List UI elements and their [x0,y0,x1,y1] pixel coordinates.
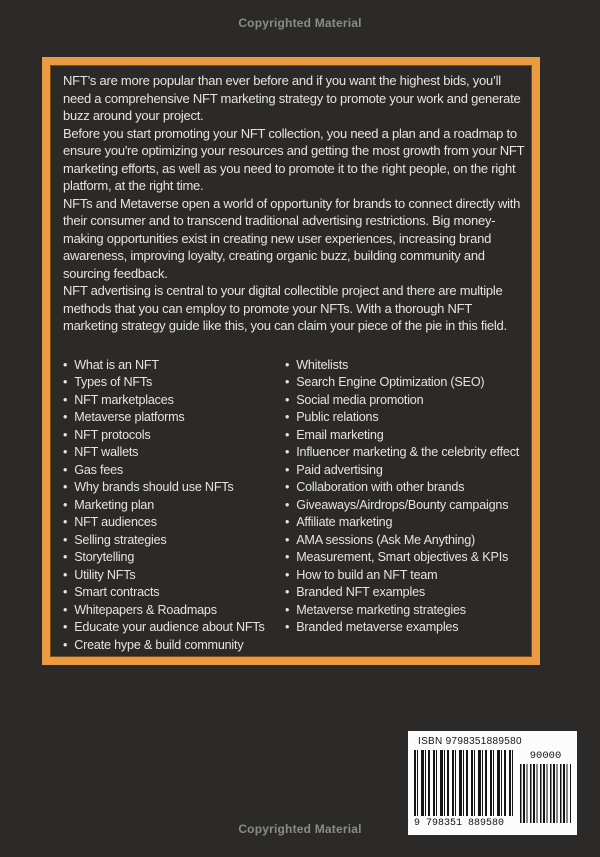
topic-item: • NFT wallets [63,444,285,462]
topic-item: • Educate your audience about NFTs [63,619,285,637]
topic-item: • Smart contracts [63,584,285,602]
topic-item: • NFT protocols [63,427,285,445]
topic-item: • Paid advertising [285,462,526,480]
blurb-paragraph: NFT’s are more popular than ever before and if you want the highest bids, you’ll need a comprehensive NFT marketing strategy to promote your work and generate buzz around your project. [63,73,521,123]
blurb-paragraph: Before you start promoting your NFT collection, you need a plan and a roadmap to ensure you're optimizing your resources and getting the most growth from your NFT marketing efforts, as well as you need to promote it to the right people, on the right platform, at the right time. [63,125,525,193]
topic-item: • Whitelists [285,357,526,375]
supplemental-barcode-block [520,750,571,829]
back-cover-panel [42,57,540,665]
copyright-top-label: Copyrighted Material [238,16,362,30]
barcode-box [408,731,577,835]
topic-item: • NFT marketplaces [63,392,285,410]
topic-item: • Metaverse marketing strategies [285,602,526,620]
blurb-paragraph: NFT advertising is central to your digital collectible project and there are multiple methods that you can employ to promote your NFTs. With a thorough NFT marketing strategy guide like this, you can claim your piece of the pie in this field. [63,283,507,333]
topic-item: • What is an NFT [63,357,285,375]
topic-item: • Social media promotion [285,392,526,410]
ean-barcode-icon [414,750,513,816]
topic-item: • Measurement, Smart objectives & KPIs [285,549,526,567]
topic-item: • Affiliate marketing [285,514,526,532]
topic-item: • Search Engine Optimization (SEO) [285,374,526,392]
topic-item: • NFT audiences [63,514,285,532]
topics-right-list [285,357,526,655]
supplemental-barcode-icon [520,764,571,823]
topic-item: • Metaverse platforms [63,409,285,427]
barcode-digits: 9 798351 889580 [414,818,505,829]
blurb-paragraph: NFTs and Metaverse open a world of opportunity for brands to connect directly with their consumer and to transcend traditional advertising restrictions. Big money-making opportunities exist in creating new user experiences, increasing brand awareness, improving loyalty, creating organic buzz, building community and sourcing feedback. [63,195,521,281]
topic-item: • Email marketing [285,427,526,445]
topic-item: • AMA sessions (Ask Me Anything) [285,532,526,550]
blurb [63,72,526,335]
topic-item: • Collaboration with other brands [285,479,526,497]
topics [63,357,526,655]
topic-item: • Storytelling [63,549,285,567]
topic-item: • Branded NFT examples [285,584,526,602]
topic-item: • Selling strategies [63,532,285,550]
main-barcode-block [414,750,513,829]
topic-item: • Whitepapers & Roadmaps [63,602,285,620]
topic-item: • Gas fees [63,462,285,480]
topic-item: • Types of NFTs [63,374,285,392]
topic-item: • Giveaways/Airdrops/Bounty campaigns [285,497,526,515]
copyright-bottom-label: Copyrighted Material [238,822,362,836]
barcode-row [414,750,571,829]
topic-item: • Utility NFTs [63,567,285,585]
topic-item: • Marketing plan [63,497,285,515]
topic-item: • Branded metaverse examples [285,619,526,637]
topic-item: • Influencer marketing & the celebrity effect [285,444,526,462]
topic-item: • Create hype & build community [63,637,285,655]
topic-item: • How to build an NFT team [285,567,526,585]
isbn-label: ISBN 9798351889580 [418,736,522,747]
price-code-label: 90000 [529,750,562,762]
topics-left-list [63,357,285,655]
topic-item: • Why brands should use NFTs [63,479,285,497]
topic-item: • Public relations [285,409,526,427]
